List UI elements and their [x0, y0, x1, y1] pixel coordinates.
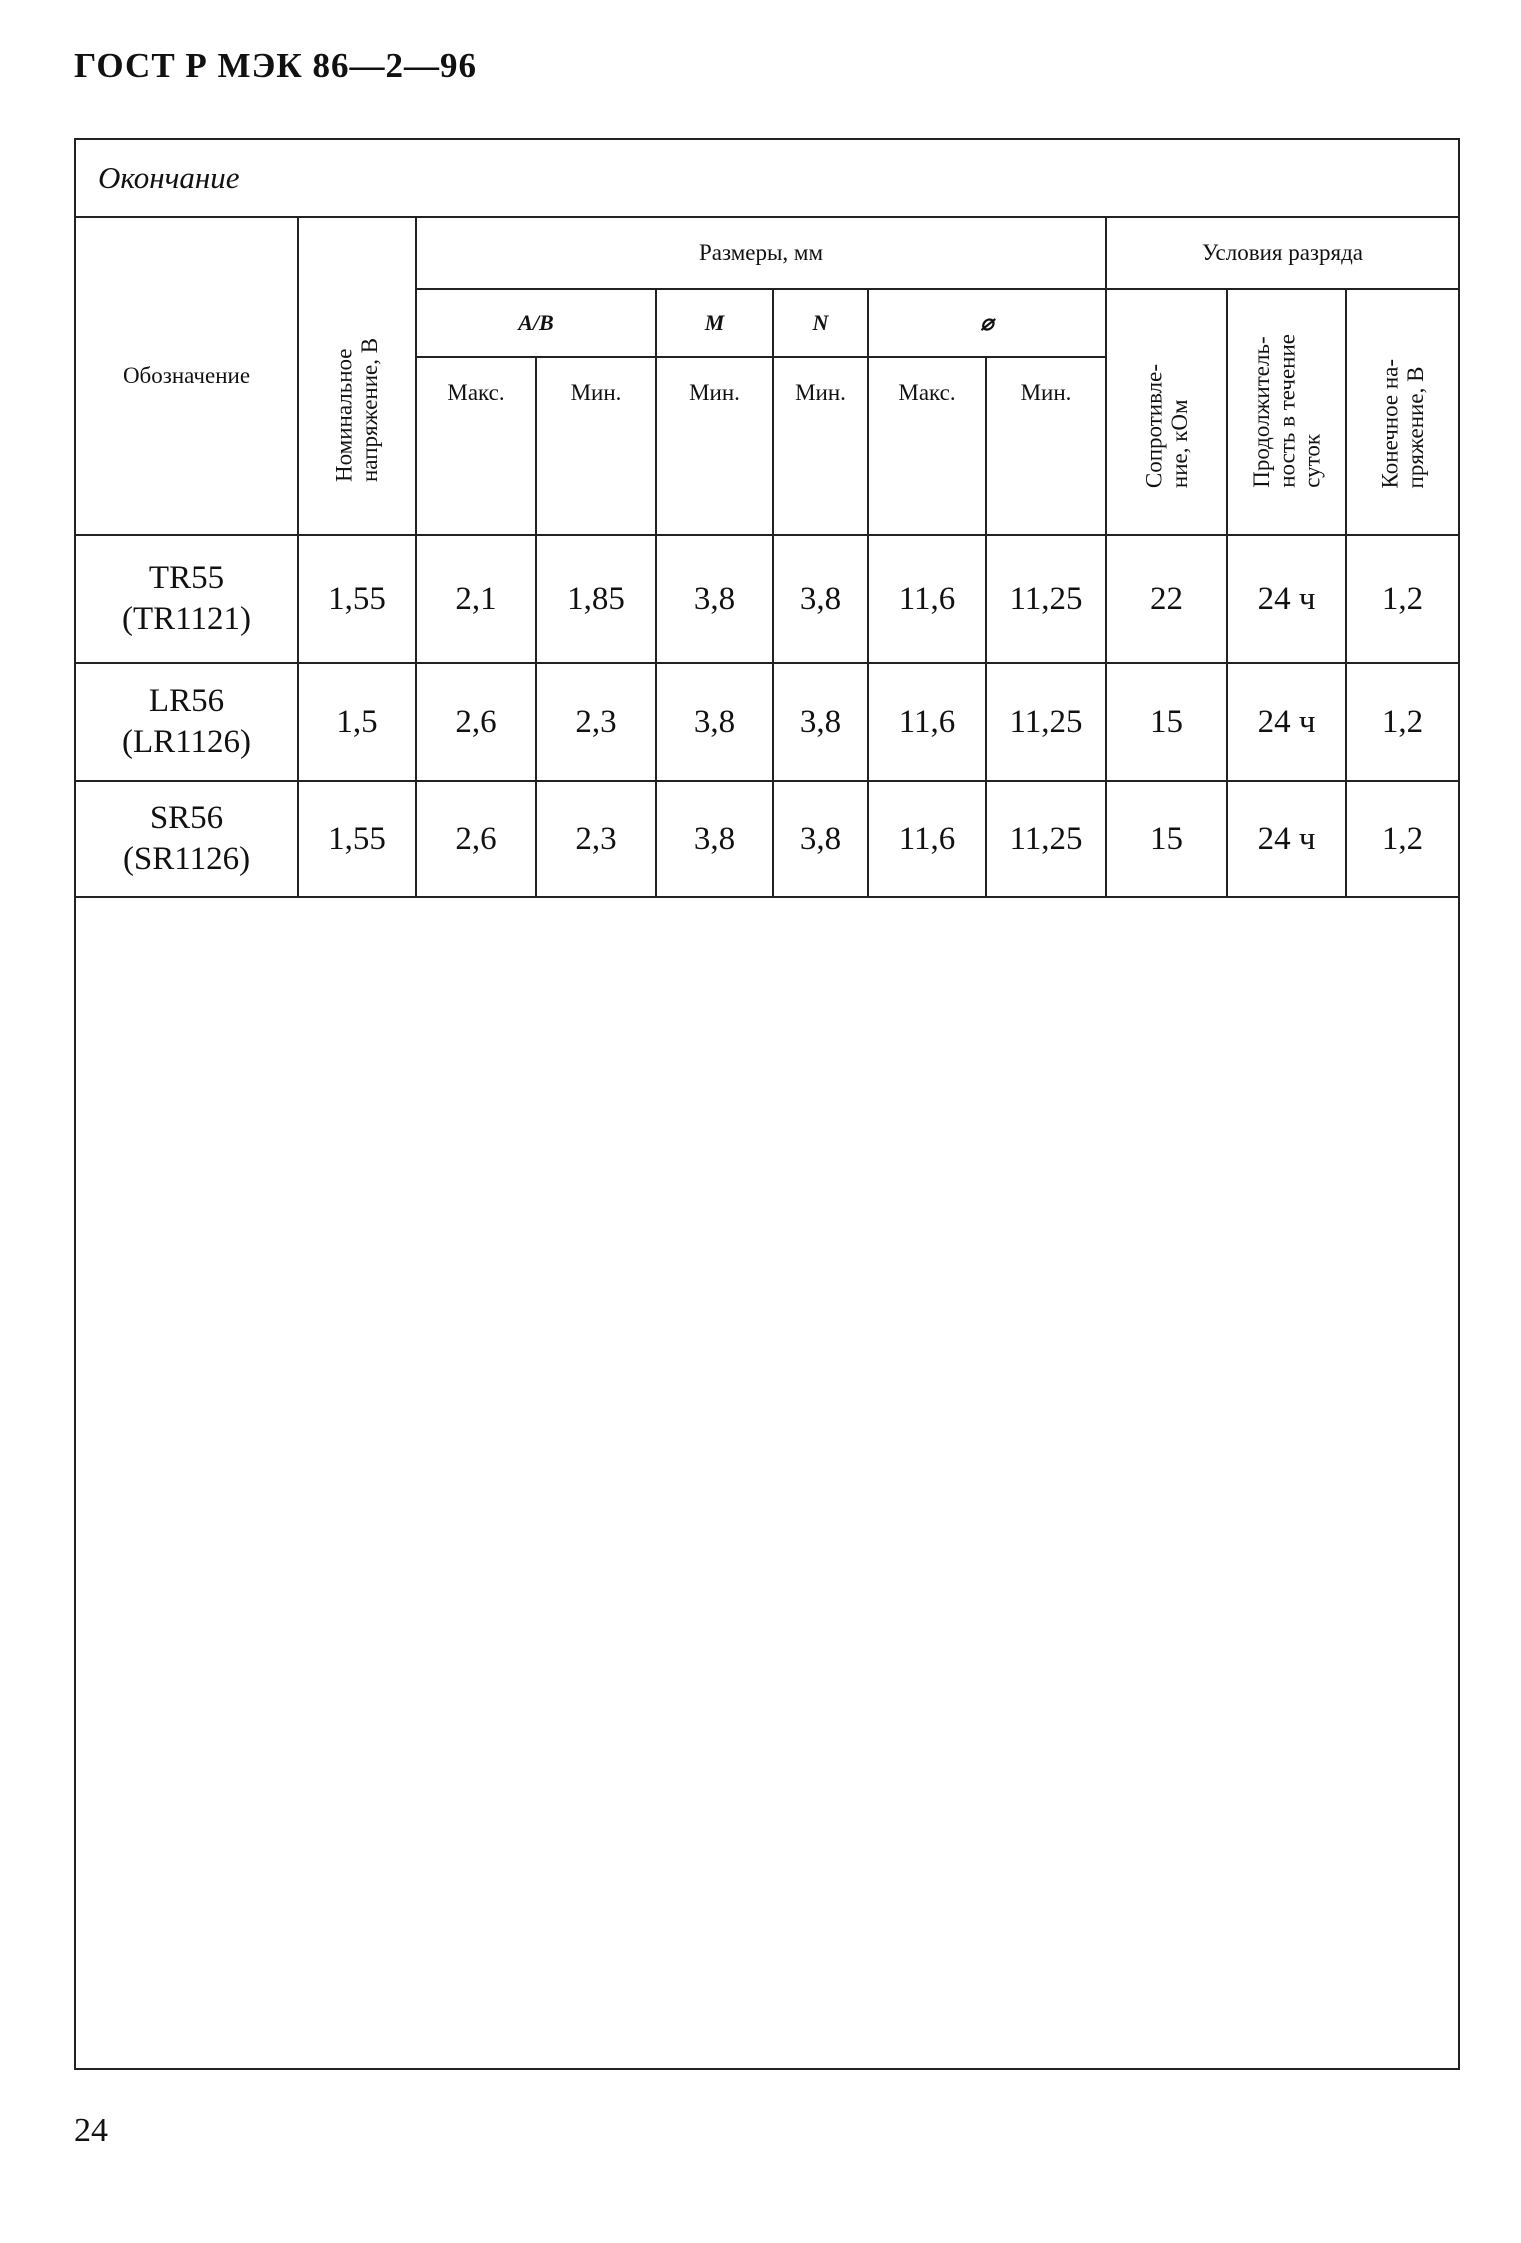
cell-d-min: 11,25: [986, 535, 1106, 663]
cell-voltage: 1,55: [298, 535, 416, 663]
header-m-min: Мин.: [656, 357, 773, 535]
table-row: [76, 781, 1458, 897]
cell-duration: 24 ч: [1227, 781, 1346, 897]
header-duration: Продолжитель- ность в течение суток: [1227, 289, 1346, 535]
cell-d-min: 11,25: [986, 663, 1106, 781]
cell-m-min: 3,8: [656, 781, 773, 897]
cell-resistance: 15: [1106, 781, 1227, 897]
cell-n-min: 3,8: [773, 663, 868, 781]
header-ab-min: Мин.: [536, 357, 656, 535]
table-row: [76, 535, 1458, 663]
header-diameter: ⌀: [868, 289, 1106, 357]
cell-end-voltage: 1,2: [1346, 663, 1458, 781]
header-designation: Обозначение: [76, 217, 298, 535]
header-n: N: [773, 289, 868, 357]
cell-d-min: 11,25: [986, 781, 1106, 897]
cell-d-max: 11,6: [868, 535, 986, 663]
cell-ab-min: 2,3: [536, 663, 656, 781]
table-row: [76, 663, 1458, 781]
cell-end-voltage: 1,2: [1346, 535, 1458, 663]
header-d-min: Мин.: [986, 357, 1106, 535]
battery-spec-table: [76, 216, 1458, 898]
cell-n-min: 3,8: [773, 781, 868, 897]
page-number: 24: [74, 2112, 108, 2149]
cell-designation: LR56 (LR1126): [76, 663, 298, 781]
cell-voltage: 1,55: [298, 781, 416, 897]
header-ab: A/B: [416, 289, 656, 357]
header-d-max: Макс.: [868, 357, 986, 535]
cell-ab-max: 2,6: [416, 663, 536, 781]
cell-end-voltage: 1,2: [1346, 781, 1458, 897]
cell-ab-min: 1,85: [536, 535, 656, 663]
document-header: ГОСТ Р МЭК 86—2—96: [74, 46, 477, 85]
header-n-min: Мин.: [773, 357, 868, 535]
cell-ab-max: 2,1: [416, 535, 536, 663]
cell-designation: TR55 (TR1121): [76, 535, 298, 663]
table-caption: Окончание: [98, 160, 240, 195]
cell-n-min: 3,8: [773, 535, 868, 663]
table-frame: [74, 138, 1460, 2070]
cell-d-max: 11,6: [868, 781, 986, 897]
cell-voltage: 1,5: [298, 663, 416, 781]
cell-duration: 24 ч: [1227, 535, 1346, 663]
cell-designation: SR56 (SR1126): [76, 781, 298, 897]
header-end-voltage: Конечное на- пряжение, В: [1346, 289, 1458, 535]
cell-ab-max: 2,6: [416, 781, 536, 897]
header-dimensions: Размеры, мм: [416, 217, 1106, 289]
cell-resistance: 15: [1106, 663, 1227, 781]
cell-ab-min: 2,3: [536, 781, 656, 897]
cell-d-max: 11,6: [868, 663, 986, 781]
cell-m-min: 3,8: [656, 663, 773, 781]
cell-resistance: 22: [1106, 535, 1227, 663]
cell-m-min: 3,8: [656, 535, 773, 663]
header-ab-max: Макс.: [416, 357, 536, 535]
header-discharge-conditions: Условия разряда: [1106, 217, 1458, 289]
header-resistance: Сопротивле- ние, кОм: [1106, 289, 1227, 535]
cell-duration: 24 ч: [1227, 663, 1346, 781]
header-nominal-voltage: Номинальное напряжение, В: [298, 217, 416, 535]
header-m: M: [656, 289, 773, 357]
